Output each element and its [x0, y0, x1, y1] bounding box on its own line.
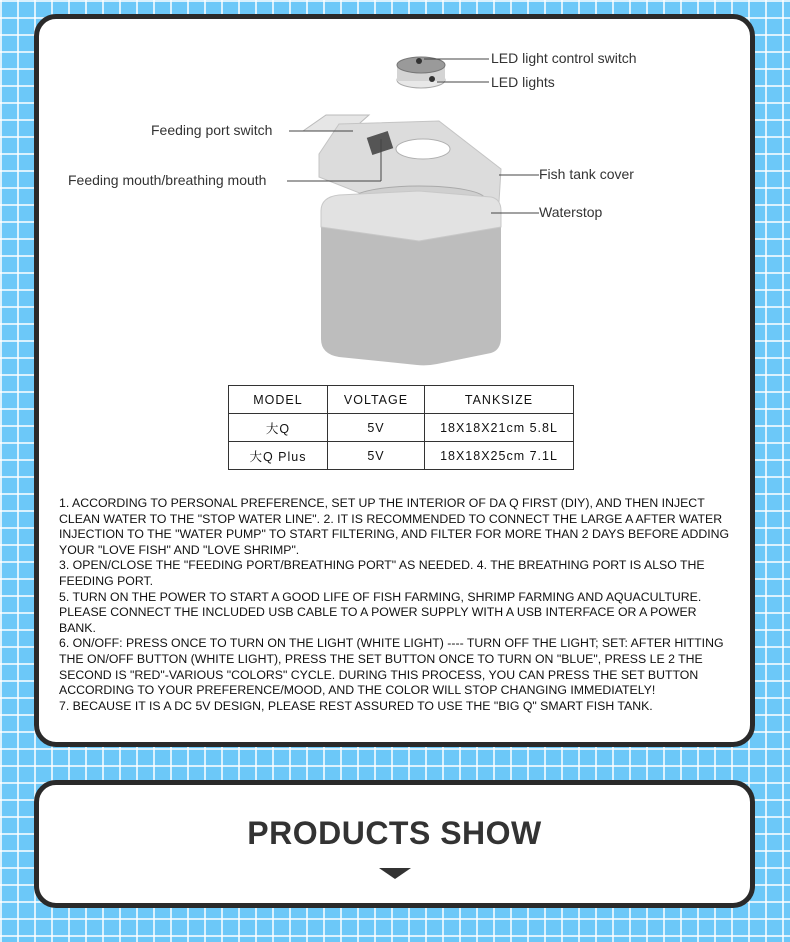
header-tanksize: TANKSIZE [425, 386, 574, 414]
tank-body [321, 191, 501, 365]
instruction-paragraph: 6. ON/OFF: PRESS ONCE TO TURN ON THE LIGHT (WHITE LIGHT) ---- TURN OFF THE LIGHT; SET: AFTER HITTING THE ON/OFF BUTTON (WHITE LIGHT), PRESS THE SET BUTTON ONCE TO TURN ON "BLUE", PRESS LE 2 THE SECOND IS "RED"-VARIOUS "COLORS" CYCLE. DURING THIS PROCESS, YOU CAN PRESS THE SET BUTTON ACCORDING TO YOUR PREFERENCE/MOOD, AND THE COLOR WILL STOP CHANGING IMMEDIATELY! [59, 636, 724, 698]
header-model: MODEL [229, 386, 328, 414]
cell-model: 大Q Plus [229, 442, 328, 470]
label-tank-cover: Fish tank cover [539, 166, 634, 182]
section-heading: PRODUCTS SHOW [247, 815, 542, 851]
cell-tanksize: 18X18X25cm 7.1L [425, 442, 574, 470]
cell-tanksize: 18X18X21cm 5.8L [425, 414, 574, 442]
product-diagram [39, 19, 750, 389]
instruction-paragraph: 5. TURN ON THE POWER TO START A GOOD LIFE OF FISH FARMING, SHRIMP FARMING AND AQUACULTURE. PLEASE CONNECT THE INCLUDED USB CABLE TO A POWER SUPPLY WITH A USB INTERFACE OR A POWER BANK. [59, 589, 702, 635]
instructions-card [34, 14, 755, 747]
header-voltage: VOLTAGE [328, 386, 425, 414]
label-feeding-port-switch: Feeding port switch [151, 122, 273, 138]
led-module [397, 57, 445, 88]
chevron-down-icon [379, 868, 411, 879]
label-feeding-mouth: Feeding mouth/breathing mouth [68, 172, 267, 188]
table-row [229, 414, 574, 442]
label-led-switch: LED light control switch [491, 50, 637, 66]
cell-voltage: 5V [328, 414, 425, 442]
cell-model: 大Q [229, 414, 328, 442]
table-row [229, 442, 574, 470]
instruction-paragraph: 1. ACCORDING TO PERSONAL PREFERENCE, SET UP THE INTERIOR OF DA Q FIRST (DIY), AND THEN INJECT CLEAN WATER TO THE "STOP WATER LINE". 2. IT IS RECOMMENDED TO CONNECT THE LARGE A AFTER WATER INJECTION TO THE "WATER PUMP" TO START FILTERING, AND FILTER FOR MORE THAN 2 DAYS BEFORE ADDING YOUR "LOVE FISH" AND "LOVE SHRIMP". [59, 496, 730, 557]
label-waterstop: Waterstop [539, 204, 603, 220]
spec-table [228, 385, 574, 470]
instruction-paragraph: 7. BECAUSE IT IS A DC 5V DESIGN, PLEASE REST ASSURED TO USE THE "BIG Q" SMART FISH TANK. [59, 698, 653, 713]
fish-tank-exploded-diagram [39, 19, 750, 389]
label-led-lights: LED lights [491, 74, 555, 90]
spec-table-header [229, 386, 574, 414]
instruction-paragraph: 3. OPEN/CLOSE THE "FEEDING PORT/BREATHING PORT" AS NEEDED. 4. THE BREATHING PORT IS ALSO THE FEEDING PORT. [59, 558, 705, 588]
cell-voltage: 5V [328, 442, 425, 470]
products-show-banner [34, 780, 755, 908]
instructions-text [59, 496, 731, 714]
